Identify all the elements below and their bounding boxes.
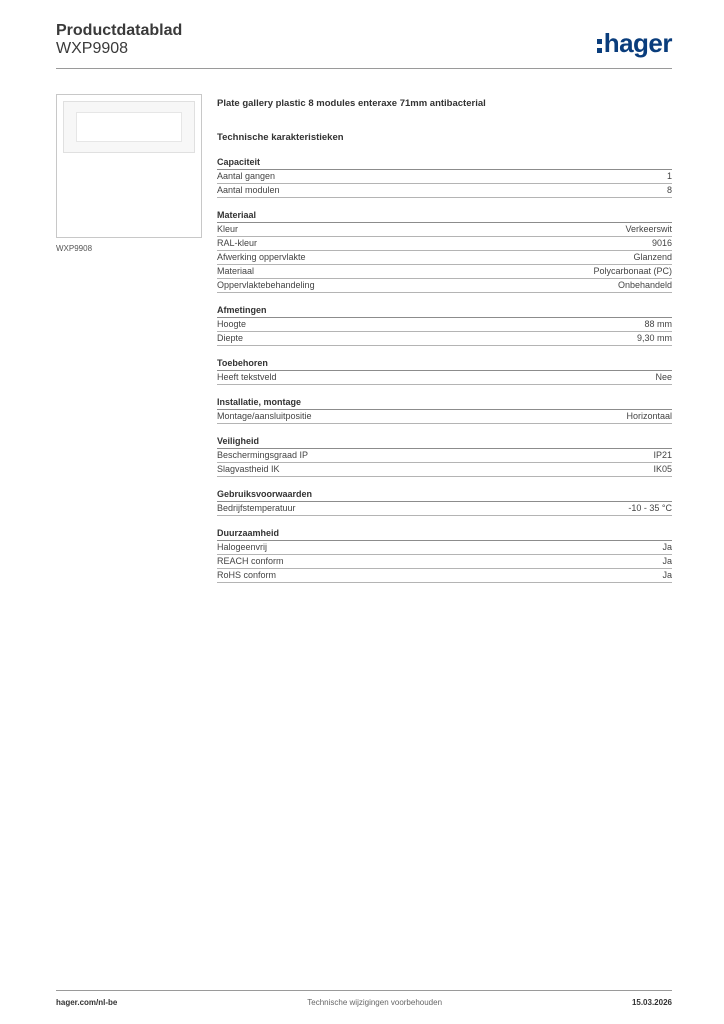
spec-label: Halogeenvrij: [217, 542, 268, 552]
spec-row: [217, 371, 672, 385]
spec-row: [217, 184, 672, 198]
spec-row: [217, 265, 672, 279]
spec-section: [217, 526, 672, 583]
spec-sections: [217, 155, 672, 583]
spec-value: -10 - 35 °C: [628, 503, 672, 513]
spec-label: RAL-kleur: [217, 238, 258, 248]
hager-logo: [597, 28, 672, 59]
spec-label: Hoogte: [217, 319, 247, 329]
spec-value: 8: [666, 185, 672, 195]
spec-label: Aantal modulen: [217, 185, 280, 195]
section-title: Veiligheid: [217, 434, 672, 449]
spec-label: Aantal gangen: [217, 171, 276, 181]
product-image: [56, 94, 202, 238]
spec-row: [217, 332, 672, 346]
section-title: Installatie, montage: [217, 395, 672, 410]
spec-row: [217, 170, 672, 184]
section-title: Materiaal: [217, 208, 672, 223]
spec-row: [217, 569, 672, 583]
plate-opening: [76, 112, 182, 142]
spec-value: Ja: [662, 542, 672, 552]
spec-label: Materiaal: [217, 266, 255, 276]
section-title: Duurzaamheid: [217, 526, 672, 541]
section-title: Afmetingen: [217, 303, 672, 318]
page-title: Productdatablad: [56, 22, 183, 39]
spec-label: Afwerking oppervlakte: [217, 252, 306, 262]
spec-value: Verkeerswit: [625, 224, 672, 234]
spec-label: REACH conform: [217, 556, 284, 566]
spec-row: [217, 237, 672, 251]
spec-row: [217, 318, 672, 332]
spec-label: Kleur: [217, 224, 239, 234]
spec-value: 9,30 mm: [636, 333, 672, 343]
spec-label: Slagvastheid IK: [217, 464, 280, 474]
spec-row: [217, 251, 672, 265]
section-title: Gebruiksvoorwaarden: [217, 487, 672, 502]
spec-section: [217, 155, 672, 198]
header-divider: [56, 68, 672, 69]
spec-value: 1: [666, 171, 672, 181]
footer: [56, 998, 672, 1007]
spec-label: Bedrijfstemperatuur: [217, 503, 296, 513]
footer-date: 15.03.2026: [631, 998, 672, 1007]
spec-row: [217, 555, 672, 569]
footer-website: hager.com/nl-be: [56, 998, 118, 1007]
spec-value: IP21: [653, 450, 672, 460]
spec-label: Heeft tekstveld: [217, 372, 277, 382]
spec-row: [217, 463, 672, 477]
footer-divider: [56, 990, 672, 991]
spec-label: Beschermingsgraad IP: [217, 450, 309, 460]
spec-value: 9016: [651, 238, 672, 248]
spec-value: Polycarbonaat (PC): [593, 266, 672, 276]
spec-row: [217, 410, 672, 424]
product-description: Plate gallery plastic 8 modules enteraxe 71mm antibacterial: [217, 98, 486, 109]
logo-dots-icon: [597, 39, 602, 53]
spec-section: [217, 395, 672, 424]
product-code: WXP9908: [56, 40, 129, 57]
spec-value: Ja: [662, 556, 672, 566]
footer-note: Technische wijzigingen voorbehouden: [307, 998, 443, 1007]
spec-row: [217, 223, 672, 237]
spec-row: [217, 449, 672, 463]
spec-value: Onbehandeld: [617, 280, 672, 290]
spec-section: [217, 487, 672, 516]
spec-row: [217, 541, 672, 555]
section-title: Toebehoren: [217, 356, 672, 371]
plate-illustration: [63, 101, 195, 153]
spec-row: [217, 279, 672, 293]
spec-value: Glanzend: [633, 252, 672, 262]
spec-label: Montage/aansluitpositie: [217, 411, 312, 421]
spec-value: IK05: [653, 464, 672, 474]
spec-label: Diepte: [217, 333, 244, 343]
spec-content: [217, 97, 672, 583]
spec-section: [217, 434, 672, 477]
tech-characteristics-title: Technische karakteristieken: [217, 132, 344, 143]
spec-value: Nee: [655, 372, 672, 382]
logo-text: hager: [603, 28, 672, 58]
spec-value: 88 mm: [644, 319, 672, 329]
spec-row: [217, 502, 672, 516]
section-title: Capaciteit: [217, 155, 672, 170]
spec-value: Ja: [662, 570, 672, 580]
image-caption: WXP9908: [56, 244, 93, 253]
spec-value: Horizontaal: [626, 411, 672, 421]
spec-label: Oppervlaktebehandeling: [217, 280, 315, 290]
spec-section: [217, 356, 672, 385]
spec-section: [217, 303, 672, 346]
spec-label: RoHS conform: [217, 570, 277, 580]
spec-section: [217, 208, 672, 293]
